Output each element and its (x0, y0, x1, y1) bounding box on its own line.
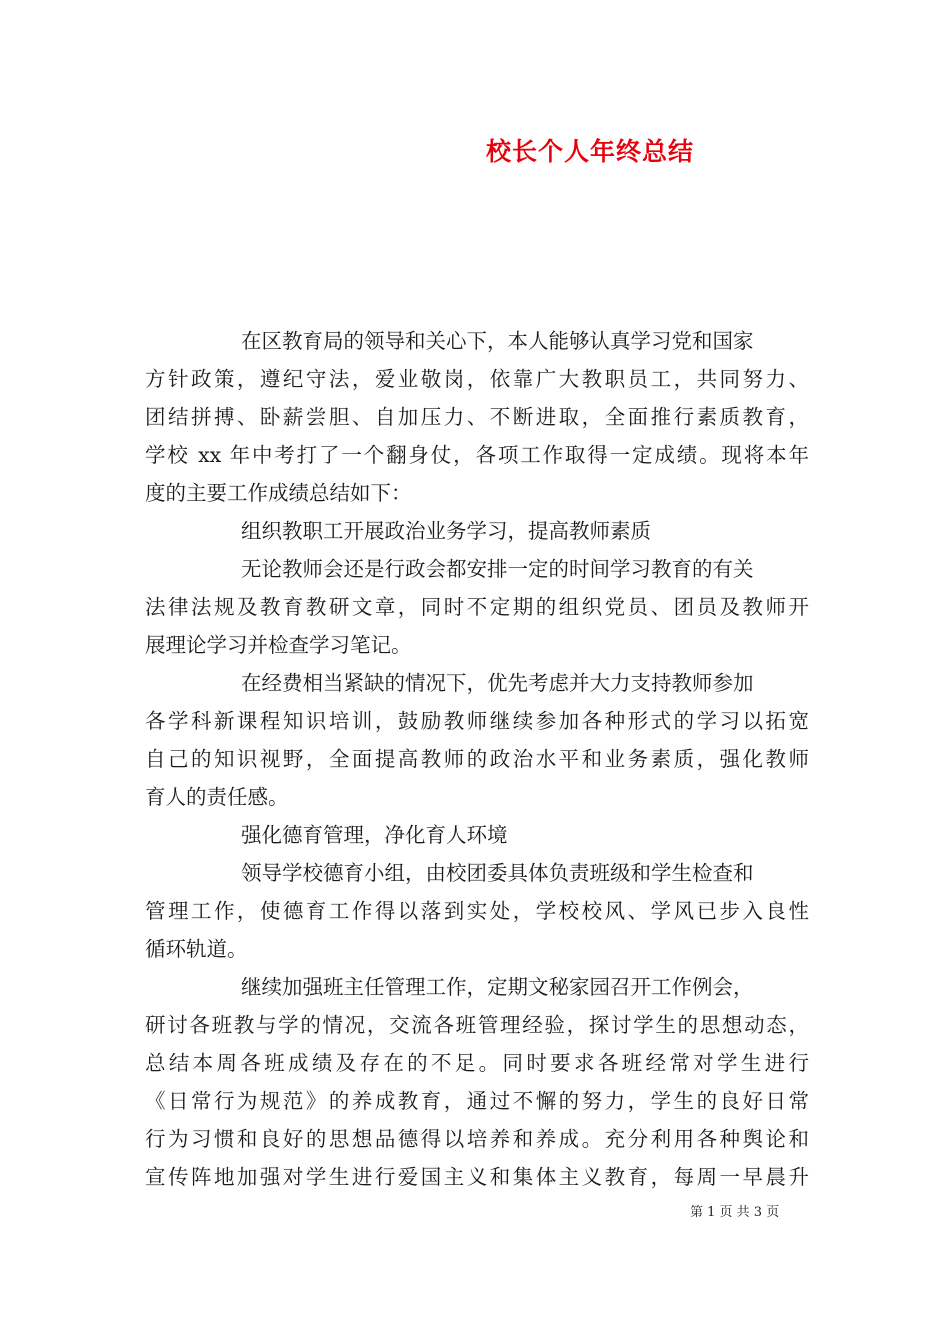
text-line: 无论教师会还是行政会都安排一定的时间学习教育的有关 (241, 557, 754, 581)
text-line: 育人的责任感。 (145, 785, 289, 809)
text-line: 领导学校德育小组，由校团委具体负责班级和学生检查和 (241, 861, 754, 885)
text-line: 总结本周各班成绩及存在的不足。同时要求各班经常对学生进行 (145, 1051, 809, 1075)
page-footer: 第 1 页 共 3 页 (690, 1205, 780, 1220)
text-line: 循环轨道。 (145, 937, 248, 961)
document-body (145, 322, 809, 1196)
text-line: 研讨各班教与学的情况，交流各班管理经验，探讨学生的思想动态， (145, 1013, 809, 1037)
section-heading: 强化德育管理，净化育人环境 (241, 823, 508, 847)
text-line: 行为习惯和良好的思想品德得以培养和养成。充分利用各种舆论和 (145, 1127, 809, 1151)
page-title: 校长个人年终总结 (485, 137, 694, 166)
text-line: 《日常行为规范》的养成教育，通过不懈的努力，学生的良好日常 (145, 1089, 809, 1113)
text-line: 自己的知识视野，全面提高教师的政治水平和业务素质，强化教师 (145, 747, 809, 771)
section-heading: 组织教职工开展政治业务学习，提高教师素质 (241, 519, 651, 543)
text-line: 管理工作，使德育工作得以落到实处，学校校风、学风已步入良性 (145, 899, 809, 923)
text-line: 宣传阵地加强对学生进行爱国主义和集体主义教育，每周一早晨升 (145, 1165, 809, 1189)
text-line: 在经费相当紧缺的情况下，优先考虑并大力支持教师参加 (241, 671, 754, 695)
text-line: 继续加强班主任管理工作，定期文秘家园召开工作例会， (241, 975, 754, 999)
text-line: 在区教育局的领导和关心下，本人能够认真学习党和国家 (241, 329, 754, 353)
text-line: 学校 xx 年中考打了一个翻身仗，各项工作取得一定成绩。现将本年 (145, 443, 809, 467)
text-line: 方针政策，遵纪守法，爱业敬岗，依靠广大教职员工，共同努力、 (145, 367, 809, 391)
text-line: 法律法规及教育教研文章，同时不定期的组织党员、团员及教师开 (145, 595, 809, 619)
text-line: 各学科新课程知识培训，鼓励教师继续参加各种形式的学习以拓宽 (145, 709, 809, 733)
text-line: 展理论学习并检查学习笔记。 (145, 633, 412, 657)
text-line: 度的主要工作成绩总结如下： (145, 481, 412, 505)
text-line: 团结拼搏、卧薪尝胆、自加压力、不断进取，全面推行素质教育， (145, 405, 809, 429)
